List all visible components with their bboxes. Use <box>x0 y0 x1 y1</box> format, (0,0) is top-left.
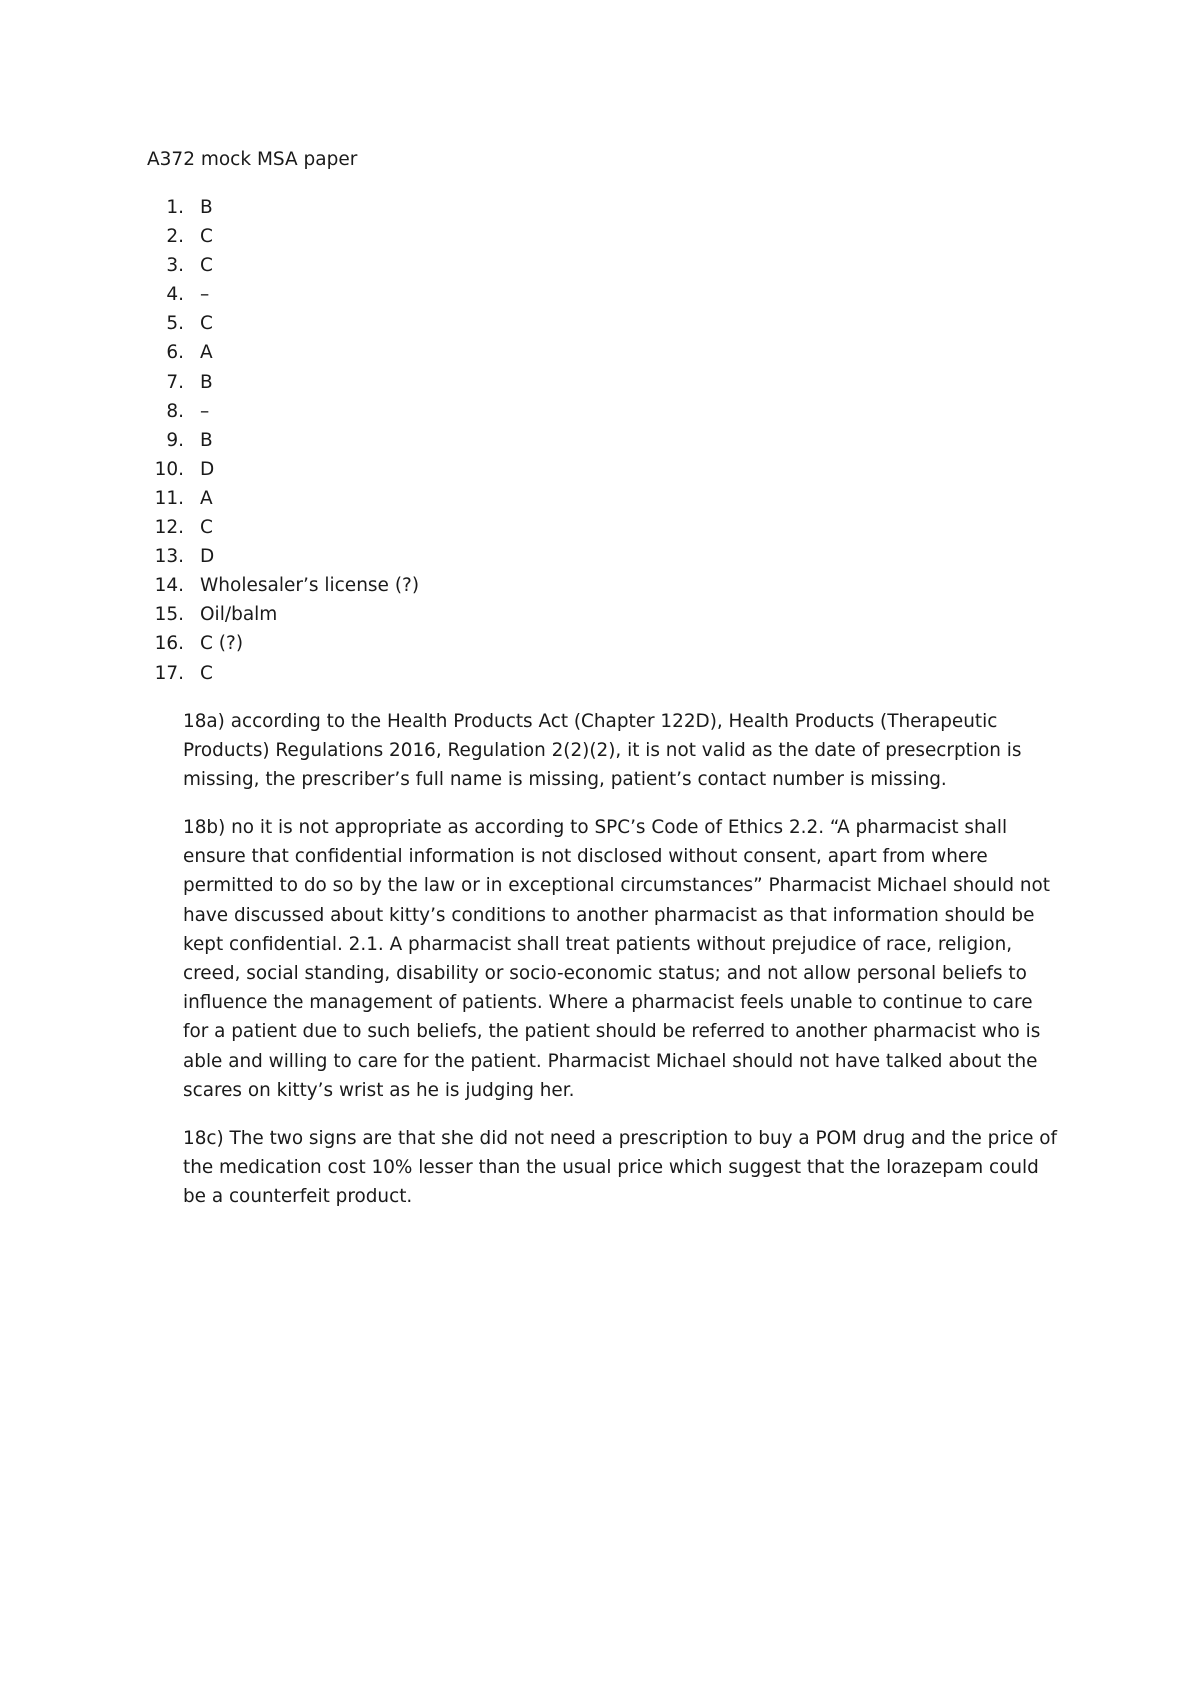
answer-number: 6. <box>166 342 184 364</box>
answer-text: C <box>200 662 213 684</box>
answer-item <box>147 280 419 309</box>
answer-item <box>147 338 419 367</box>
answer-text: D <box>200 458 215 480</box>
answer-number: 10. <box>154 458 184 480</box>
answer-text: C <box>200 226 213 248</box>
answer-text: B <box>200 371 213 393</box>
answer-item <box>147 571 419 600</box>
answer-item <box>147 426 419 455</box>
answer-number: 13. <box>154 546 184 568</box>
answer-item <box>147 659 419 688</box>
answer-text: – <box>200 284 210 306</box>
answer-number: 2. <box>166 226 184 248</box>
answer-number: 7. <box>166 371 184 393</box>
answer-item <box>147 513 419 542</box>
answer-text: Wholesaler’s license (?) <box>200 575 420 597</box>
answer-item <box>147 222 419 251</box>
answer-text: – <box>200 400 210 422</box>
answer-text: D <box>200 546 215 568</box>
answer-number: 3. <box>166 255 184 277</box>
answer-text: B <box>200 429 213 451</box>
answer-list <box>147 193 419 688</box>
answer-item <box>147 251 419 280</box>
answer-item <box>147 484 419 513</box>
answer-number: 4. <box>166 284 184 306</box>
answer-text: C <box>200 255 213 277</box>
answer-number: 1. <box>166 197 184 218</box>
answer-number: 8. <box>166 400 184 422</box>
answer-18c-paragraph: 18c) The two signs are that she did not need a prescription to buy a POM drug and the price of the medication cost 10% lesser than the usual price which suggest that the lorazepam could be a counterfeit product. <box>183 1128 1057 1208</box>
answer-item <box>147 629 419 658</box>
answer-18a-paragraph: 18a) according to the Health Products Act (Chapter 122D), Health Products (Therapeutic Products) Regulations 2016, Regulation 2(2)(2), it is not valid as the date of presecrption is missing, the prescriber’s full name is missing, patient’s contact number is missing. <box>183 711 1022 791</box>
answer-item <box>147 368 419 397</box>
answer-item <box>147 542 419 571</box>
answer-text: Oil/balm <box>200 604 278 626</box>
answer-item <box>147 600 419 629</box>
document-title: A372 mock MSA paper <box>147 149 358 170</box>
answer-text: B <box>200 197 213 218</box>
answer-text: C <box>200 313 213 335</box>
answer-item <box>147 309 419 338</box>
answer-number: 15. <box>154 604 184 626</box>
answer-number: 17. <box>154 662 184 684</box>
answer-item <box>147 397 419 426</box>
answer-item <box>147 193 419 222</box>
answer-item <box>147 455 419 484</box>
answer-number: 12. <box>154 517 184 539</box>
answer-number: 11. <box>154 487 184 509</box>
answer-18b-paragraph: 18b) no it is not appropriate as according to SPC’s Code of Ethics 2.2. “A pharmacist shall ensure that confidential information is not disclosed without consent, apart from where permitted to do so by the law or in exceptional circumstances” Pharmacist Michael should not have discussed about kitty’s conditions to another pharmacist as that information should be kept confidential. 2.1. A pharmacist shall treat patients without prejudice of race, religion, creed, social standing, disability or socio-economic status; and not allow personal beliefs to influence the management of patients. Where a pharmacist feels unable to continue to care for a patient due to such beliefs, the patient should be referred to another pharmacist who is able and willing to care for the patient. Pharmacist Michael should not have talked about the scares on kitty’s wrist as he is judging her. <box>183 817 1050 1101</box>
answer-text: C (?) <box>200 633 244 655</box>
answer-text: A <box>200 342 213 364</box>
answer-text: A <box>200 487 213 509</box>
answer-text: C <box>200 517 213 539</box>
answer-number: 14. <box>154 575 184 597</box>
answer-number: 5. <box>166 313 184 335</box>
answer-number: 9. <box>166 429 184 451</box>
answer-number: 16. <box>154 633 184 655</box>
